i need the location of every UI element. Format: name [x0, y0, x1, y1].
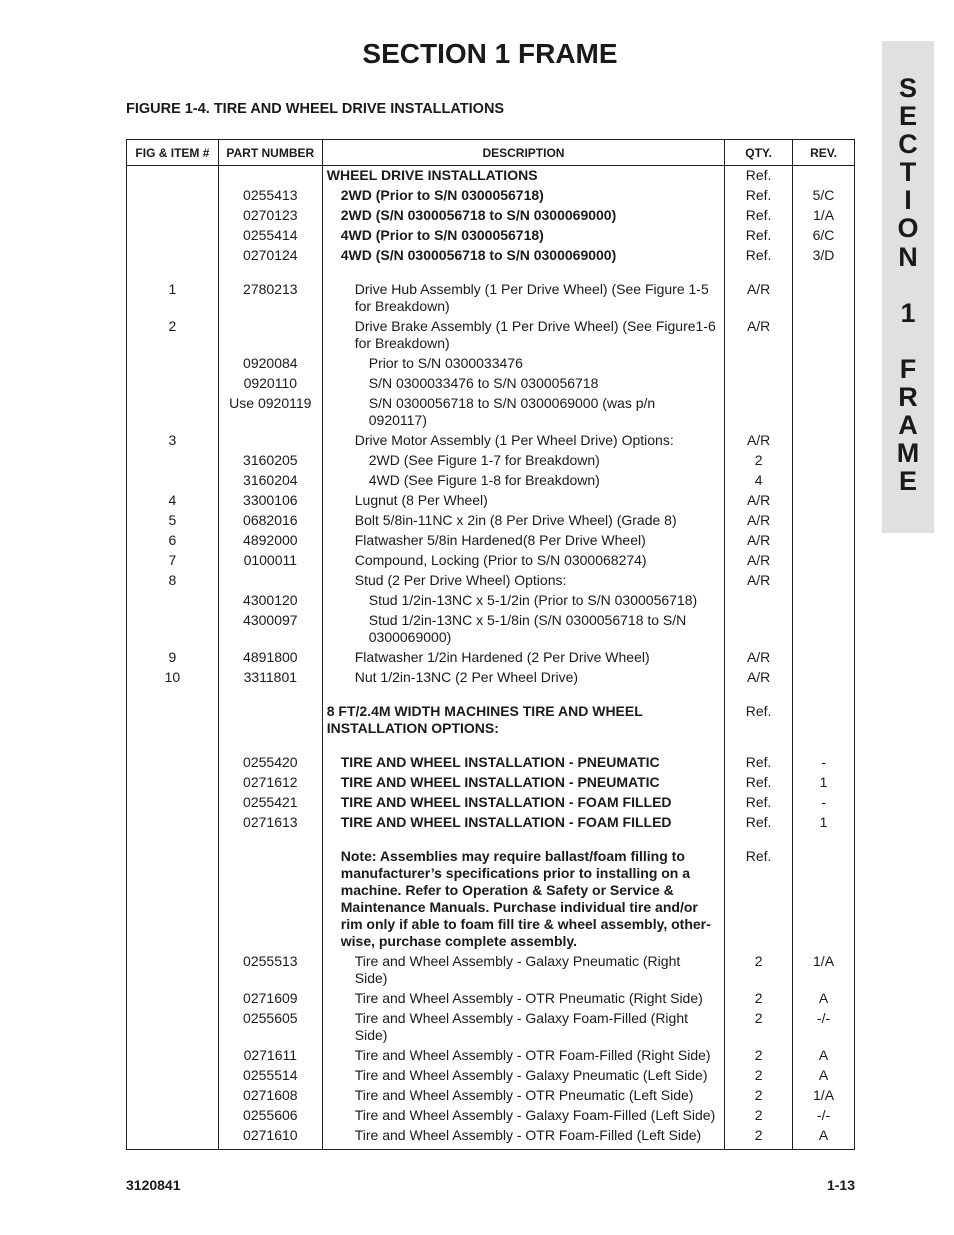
cell-part-number: 3311801: [218, 667, 322, 687]
side-tab-letter: N: [898, 241, 918, 272]
side-tab-letter: C: [898, 129, 918, 160]
cell-fig-item: 7: [127, 550, 219, 570]
cell-fig-item: [127, 1125, 219, 1150]
table-row: [127, 1008, 855, 1045]
table-row: [127, 393, 855, 430]
spacer-cell: [322, 832, 724, 846]
cell-description: Tire and Wheel Assembly - Galaxy Foam-Filled (Left Side): [322, 1105, 724, 1125]
cell-description: 2WD (Prior to S/N 0300056718): [322, 185, 724, 205]
cell-description: Flatwasher 1/2in Hardened (2 Per Drive Wheel): [322, 647, 724, 667]
cell-description: Tire and Wheel Assembly - OTR Pneumatic (Right Side): [322, 988, 724, 1008]
cell-description: Flatwasher 5/8in Hardened(8 Per Drive Wheel): [322, 530, 724, 550]
cell-part-number: 4892000: [218, 530, 322, 550]
doc-number: 3120841: [126, 1177, 181, 1193]
cell-part-number: 4300120: [218, 590, 322, 610]
table-row: [127, 1045, 855, 1065]
cell-rev: [793, 610, 855, 647]
cell-fig-item: [127, 846, 219, 951]
cell-part-number: 0920110: [218, 373, 322, 393]
table-row: [127, 470, 855, 490]
cell-rev: A: [793, 1045, 855, 1065]
cell-part-number: [218, 430, 322, 450]
spacer-cell: [725, 687, 793, 701]
cell-fig-item: [127, 752, 219, 772]
cell-part-number: 0271609: [218, 988, 322, 1008]
table-row: [127, 373, 855, 393]
cell-qty: A/R: [725, 550, 793, 570]
cell-fig-item: 5: [127, 510, 219, 530]
table-row: [127, 772, 855, 792]
cell-part-number: 4891800: [218, 647, 322, 667]
cell-description: S/N 0300056718 to S/N 0300069000 (was p/n 0920117): [322, 393, 724, 430]
spacer-cell: [725, 832, 793, 846]
side-tab-letter: I: [904, 185, 912, 216]
cell-rev: 1/A: [793, 1085, 855, 1105]
cell-description: Tire and Wheel Assembly - OTR Pneumatic (Left Side): [322, 1085, 724, 1105]
cell-fig-item: 8: [127, 570, 219, 590]
cell-part-number: 0100011: [218, 550, 322, 570]
section-side-tab: [882, 41, 934, 533]
cell-qty: Ref.: [725, 166, 793, 186]
cell-rev: [793, 647, 855, 667]
table-row: [127, 316, 855, 353]
side-tab-letter: E: [898, 101, 917, 132]
cell-part-number: 3160204: [218, 470, 322, 490]
cell-qty: A/R: [725, 490, 793, 510]
table-spacer-row: [127, 832, 855, 846]
cell-qty: A/R: [725, 316, 793, 353]
cell-qty: 2: [725, 951, 793, 988]
cell-qty: 2: [725, 1065, 793, 1085]
cell-part-number: 0271608: [218, 1085, 322, 1105]
cell-qty: Ref.: [725, 752, 793, 772]
cell-qty: Ref.: [725, 245, 793, 265]
cell-description: 2WD (See Figure 1-7 for Breakdown): [322, 450, 724, 470]
cell-description: Tire and Wheel Assembly - OTR Foam-Filled (Left Side): [322, 1125, 724, 1150]
table-row: [127, 550, 855, 570]
cell-description: Tire and Wheel Assembly - Galaxy Pneumatic (Right Side): [322, 951, 724, 988]
cell-fig-item: [127, 373, 219, 393]
parts-table: [126, 139, 855, 1150]
section-title: SECTION 1 FRAME: [362, 38, 618, 69]
table-row: [127, 846, 855, 951]
cell-fig-item: [127, 610, 219, 647]
cell-rev: 1: [793, 772, 855, 792]
table-row: [127, 1105, 855, 1125]
header-rev: REV.: [793, 140, 855, 166]
cell-rev: -: [793, 792, 855, 812]
cell-qty: [725, 590, 793, 610]
cell-rev: [793, 490, 855, 510]
cell-description: 4WD (S/N 0300056718 to S/N 0300069000): [322, 245, 724, 265]
cell-rev: 6/C: [793, 225, 855, 245]
cell-qty: 2: [725, 1045, 793, 1065]
cell-part-number: 2780213: [218, 279, 322, 316]
cell-rev: A: [793, 1065, 855, 1085]
table-row: [127, 752, 855, 772]
cell-part-number: 3300106: [218, 490, 322, 510]
side-tab-letter: R: [898, 382, 918, 413]
table-row: [127, 701, 855, 738]
cell-rev: [793, 701, 855, 738]
table-row: [127, 225, 855, 245]
cell-description: Stud 1/2in-13NC x 5-1/8in (S/N 0300056718 to S/N 0300069000): [322, 610, 724, 647]
side-tab-letter: O: [897, 213, 919, 244]
cell-qty: 2: [725, 1105, 793, 1125]
spacer-cell: [127, 265, 219, 279]
cell-qty: A/R: [725, 430, 793, 450]
table-row: [127, 792, 855, 812]
cell-rev: 5/C: [793, 185, 855, 205]
cell-part-number: 0271613: [218, 812, 322, 832]
cell-fig-item: 3: [127, 430, 219, 450]
table-row: [127, 667, 855, 687]
table-row: [127, 988, 855, 1008]
table-spacer-row: [127, 265, 855, 279]
table-row: [127, 812, 855, 832]
cell-part-number: 0255420: [218, 752, 322, 772]
cell-qty: [725, 610, 793, 647]
cell-rev: [793, 530, 855, 550]
cell-qty: A/R: [725, 530, 793, 550]
cell-rev: [793, 590, 855, 610]
table-header-row: [127, 140, 855, 166]
spacer-cell: [793, 687, 855, 701]
cell-part-number: 0271610: [218, 1125, 322, 1150]
cell-qty: [725, 393, 793, 430]
cell-fig-item: [127, 772, 219, 792]
cell-description: Tire and Wheel Assembly - Galaxy Foam-Filled (Right Side): [322, 1008, 724, 1045]
cell-qty: 4: [725, 470, 793, 490]
spacer-cell: [725, 265, 793, 279]
cell-part-number: 0270123: [218, 205, 322, 225]
table-spacer-row: [127, 738, 855, 752]
cell-part-number: 0255514: [218, 1065, 322, 1085]
cell-fig-item: [127, 353, 219, 373]
cell-fig-item: [127, 450, 219, 470]
cell-fig-item: [127, 701, 219, 738]
cell-qty: 2: [725, 450, 793, 470]
table-row: [127, 490, 855, 510]
cell-rev: [793, 279, 855, 316]
cell-part-number: 0255413: [218, 185, 322, 205]
cell-fig-item: [127, 470, 219, 490]
table-row: [127, 185, 855, 205]
cell-part-number: 0270124: [218, 245, 322, 265]
cell-qty: A/R: [725, 647, 793, 667]
cell-fig-item: [127, 245, 219, 265]
cell-description: Lugnut (8 Per Wheel): [322, 490, 724, 510]
header-part-number: PART NUMBER: [218, 140, 322, 166]
spacer-cell: [725, 738, 793, 752]
side-tab-letter: E: [898, 466, 917, 497]
cell-fig-item: 10: [127, 667, 219, 687]
cell-description: WHEEL DRIVE INSTALLATIONS: [322, 166, 724, 186]
cell-description: Prior to S/N 0300033476: [322, 353, 724, 373]
spacer-cell: [218, 832, 322, 846]
cell-part-number: Use 0920119: [218, 393, 322, 430]
table-row: [127, 951, 855, 988]
table-row: [127, 510, 855, 530]
cell-rev: 1/A: [793, 205, 855, 225]
spacer-cell: [127, 832, 219, 846]
cell-rev: [793, 166, 855, 186]
cell-part-number: 0920084: [218, 353, 322, 373]
cell-part-number: 0255606: [218, 1105, 322, 1125]
cell-description: Tire and Wheel Assembly - Galaxy Pneumatic (Left Side): [322, 1065, 724, 1085]
cell-rev: [793, 667, 855, 687]
cell-qty: A/R: [725, 279, 793, 316]
spacer-cell: [322, 687, 724, 701]
cell-description: Bolt 5/8in-11NC x 2in (8 Per Drive Wheel) (Grade 8): [322, 510, 724, 530]
table-row: [127, 1065, 855, 1085]
table-row: [127, 245, 855, 265]
cell-rev: [793, 393, 855, 430]
cell-rev: A: [793, 988, 855, 1008]
cell-description: Note: Assemblies may require ballast/foam filling to manufacturer’s specifications prior to installing on a machine. Refer to Operation & Safety or Service & Maintenance Manuals. Purchase individual tire and/or rim only if able to foam fill tire & wheel assembly, other-wise, purchase complete assembly.: [322, 846, 724, 951]
table-row: [127, 166, 855, 186]
cell-description: Compound, Locking (Prior to S/N 0300068274): [322, 550, 724, 570]
side-tab-letters: [882, 74, 934, 495]
cell-fig-item: [127, 812, 219, 832]
cell-qty: A/R: [725, 510, 793, 530]
cell-part-number: 0682016: [218, 510, 322, 530]
side-tab-letter: S: [898, 73, 917, 103]
cell-part-number: [218, 166, 322, 186]
side-tab-letter: F: [899, 353, 917, 384]
cell-qty: Ref.: [725, 205, 793, 225]
parts-table-body: [127, 166, 855, 1150]
header-fig-item: FIG & ITEM #: [127, 140, 219, 166]
cell-description: Tire and Wheel Assembly - OTR Foam-Filled (Right Side): [322, 1045, 724, 1065]
cell-description: Nut 1/2in-13NC (2 Per Wheel Drive): [322, 667, 724, 687]
cell-qty: Ref.: [725, 225, 793, 245]
spacer-cell: [127, 687, 219, 701]
cell-part-number: 0255421: [218, 792, 322, 812]
cell-fig-item: [127, 1045, 219, 1065]
cell-fig-item: [127, 951, 219, 988]
table-row: [127, 450, 855, 470]
table-row: [127, 1085, 855, 1105]
cell-description: TIRE AND WHEEL INSTALLATION - FOAM FILLED: [322, 792, 724, 812]
cell-fig-item: [127, 792, 219, 812]
cell-part-number: 0271611: [218, 1045, 322, 1065]
table-row: [127, 205, 855, 225]
header-qty: QTY.: [725, 140, 793, 166]
cell-rev: 1/A: [793, 951, 855, 988]
cell-qty: Ref.: [725, 701, 793, 738]
cell-rev: [793, 470, 855, 490]
cell-qty: A/R: [725, 667, 793, 687]
cell-description: Stud 1/2in-13NC x 5-1/2in (Prior to S/N 0300056718): [322, 590, 724, 610]
cell-rev: [793, 510, 855, 530]
cell-rev: [793, 846, 855, 951]
page-number: 1-13: [826, 1177, 855, 1193]
cell-description: TIRE AND WHEEL INSTALLATION - PNEUMATIC: [322, 772, 724, 792]
cell-description: Drive Hub Assembly (1 Per Drive Wheel) (See Figure 1-5 for Breakdown): [322, 279, 724, 316]
table-row: [127, 530, 855, 550]
cell-fig-item: 4: [127, 490, 219, 510]
cell-fig-item: 2: [127, 316, 219, 353]
cell-fig-item: [127, 1008, 219, 1045]
cell-rev: 3/D: [793, 245, 855, 265]
cell-part-number: 0271612: [218, 772, 322, 792]
cell-fig-item: [127, 185, 219, 205]
cell-rev: A: [793, 1125, 855, 1150]
cell-fig-item: 6: [127, 530, 219, 550]
cell-description: Drive Motor Assembly (1 Per Wheel Drive) Options:: [322, 430, 724, 450]
spacer-cell: [218, 738, 322, 752]
spacer-cell: [322, 738, 724, 752]
table-row: [127, 279, 855, 316]
cell-rev: [793, 450, 855, 470]
side-tab-letter: [882, 327, 934, 355]
cell-description: 4WD (See Figure 1-8 for Breakdown): [322, 470, 724, 490]
cell-fig-item: [127, 166, 219, 186]
cell-qty: 2: [725, 1008, 793, 1045]
cell-description: TIRE AND WHEEL INSTALLATION - FOAM FILLED: [322, 812, 724, 832]
cell-fig-item: [127, 988, 219, 1008]
spacer-cell: [793, 832, 855, 846]
cell-description: 4WD (Prior to S/N 0300056718): [322, 225, 724, 245]
cell-qty: 2: [725, 1125, 793, 1150]
cell-fig-item: [127, 590, 219, 610]
header-description: DESCRIPTION: [322, 140, 724, 166]
cell-fig-item: [127, 1085, 219, 1105]
cell-fig-item: 1: [127, 279, 219, 316]
side-tab-letter: 1: [900, 297, 916, 328]
cell-rev: [793, 430, 855, 450]
cell-fig-item: [127, 225, 219, 245]
cell-rev: -/-: [793, 1008, 855, 1045]
cell-qty: Ref.: [725, 846, 793, 951]
cell-qty: A/R: [725, 570, 793, 590]
spacer-cell: [218, 265, 322, 279]
table-row: [127, 430, 855, 450]
cell-part-number: [218, 846, 322, 951]
cell-rev: [793, 316, 855, 353]
cell-rev: 1: [793, 812, 855, 832]
cell-description: 2WD (S/N 0300056718 to S/N 0300069000): [322, 205, 724, 225]
cell-description: S/N 0300033476 to S/N 0300056718: [322, 373, 724, 393]
figure-title: FIGURE 1-4. TIRE AND WHEEL DRIVE INSTALLATIONS: [126, 101, 505, 117]
cell-fig-item: [127, 205, 219, 225]
cell-rev: [793, 570, 855, 590]
cell-part-number: 0255513: [218, 951, 322, 988]
cell-qty: 2: [725, 1085, 793, 1105]
cell-fig-item: 9: [127, 647, 219, 667]
table-row: [127, 570, 855, 590]
table-row: [127, 590, 855, 610]
cell-qty: [725, 353, 793, 373]
cell-part-number: 3160205: [218, 450, 322, 470]
spacer-cell: [322, 265, 724, 279]
cell-description: TIRE AND WHEEL INSTALLATION - PNEUMATIC: [322, 752, 724, 772]
cell-fig-item: [127, 1065, 219, 1085]
cell-part-number: [218, 316, 322, 353]
cell-rev: [793, 353, 855, 373]
cell-part-number: 0255414: [218, 225, 322, 245]
cell-part-number: [218, 570, 322, 590]
cell-fig-item: [127, 393, 219, 430]
cell-description: 8 FT/2.4M WIDTH MACHINES TIRE AND WHEEL INSTALLATION OPTIONS:: [322, 701, 724, 738]
cell-part-number: 4300097: [218, 610, 322, 647]
cell-rev: [793, 373, 855, 393]
side-tab-letter: [882, 271, 934, 299]
table-row: [127, 647, 855, 667]
side-tab-letter: T: [899, 157, 917, 188]
spacer-cell: [793, 738, 855, 752]
cell-qty: 2: [725, 988, 793, 1008]
spacer-cell: [793, 265, 855, 279]
table-row: [127, 610, 855, 647]
cell-rev: [793, 550, 855, 570]
table-spacer-row: [127, 687, 855, 701]
cell-qty: Ref.: [725, 772, 793, 792]
cell-fig-item: [127, 1105, 219, 1125]
cell-part-number: 0255605: [218, 1008, 322, 1045]
spacer-cell: [218, 687, 322, 701]
cell-qty: Ref.: [725, 792, 793, 812]
cell-description: Drive Brake Assembly (1 Per Drive Wheel) (See Figure1-6 for Breakdown): [322, 316, 724, 353]
cell-qty: Ref.: [725, 812, 793, 832]
side-tab-letter: M: [896, 438, 920, 469]
side-tab-letter: A: [898, 410, 918, 441]
cell-part-number: [218, 701, 322, 738]
table-row: [127, 1125, 855, 1150]
cell-rev: -/-: [793, 1105, 855, 1125]
cell-rev: -: [793, 752, 855, 772]
spacer-cell: [127, 738, 219, 752]
table-row: [127, 353, 855, 373]
cell-qty: Ref.: [725, 185, 793, 205]
cell-description: Stud (2 Per Drive Wheel) Options:: [322, 570, 724, 590]
cell-qty: [725, 373, 793, 393]
